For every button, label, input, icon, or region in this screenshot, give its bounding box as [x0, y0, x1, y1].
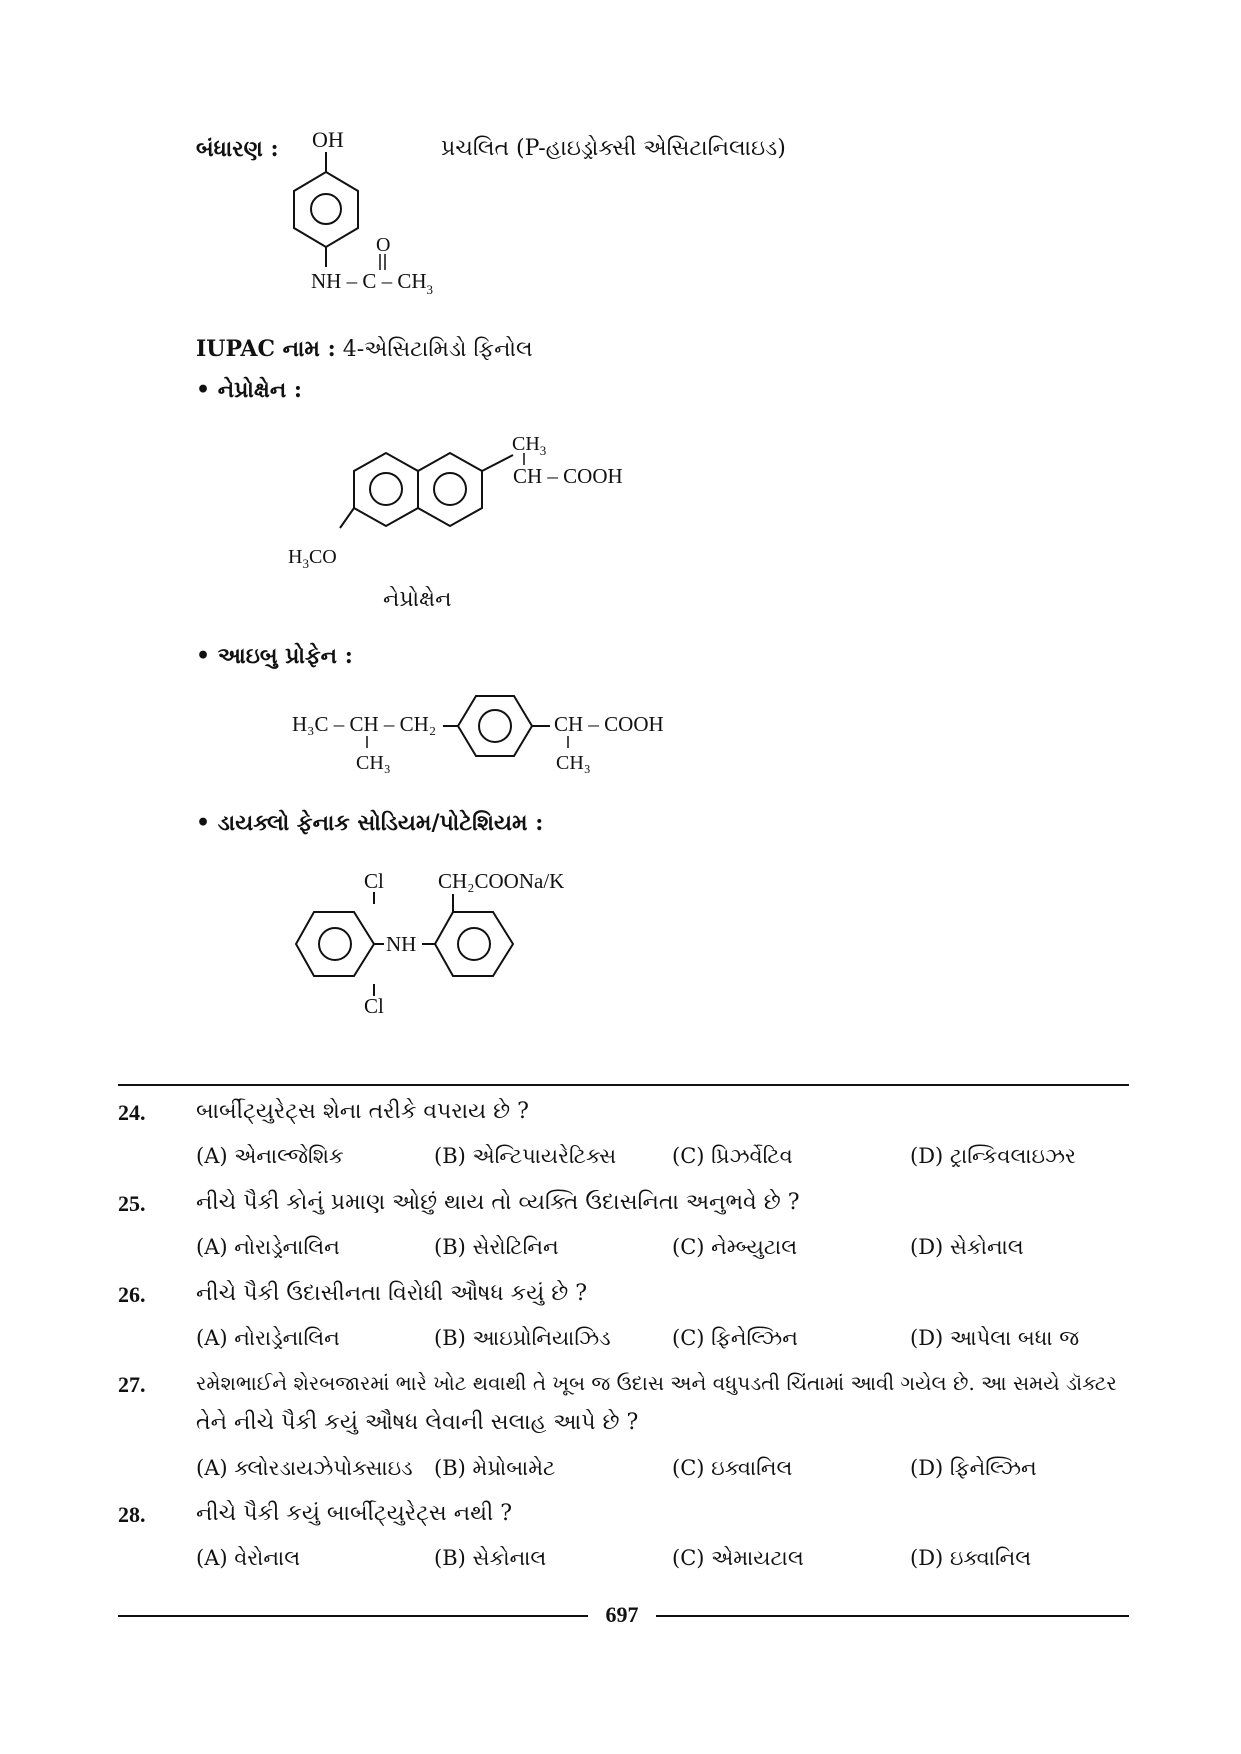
question-number: 26. — [118, 1282, 146, 1307]
option-a: (A) ક્લોરડાયઝેપોક્સાઇડ — [196, 1456, 413, 1480]
naproxen-h3co: $H_3CO$ — [288, 546, 337, 571]
option-d: (D) ફિનેલ્ઝિન — [910, 1456, 1037, 1480]
option-d: (D) ઇક્વાનિલ — [910, 1546, 1032, 1570]
diclofenac-side-chain: CH₂COONa/K — [438, 869, 565, 893]
question-number: 27. — [118, 1372, 146, 1397]
option-c: (C) એમાયટાલ — [672, 1546, 804, 1570]
iupac-name: 4-એસિટામિડો ફિનોલ — [342, 337, 533, 362]
question-text-continued: તેને નીચે પૈકી કયું ઔષધ લેવાની સલાહ આપે છે ? — [196, 1410, 639, 1435]
phenylacetate-ring — [435, 912, 513, 976]
section-divider — [118, 1084, 1129, 1086]
ibuprofen-left-chain: H₃C – CH – CH₂ — [292, 712, 437, 736]
carbonyl-o-label: O — [376, 234, 391, 256]
diclofenac-nh: NH — [386, 932, 417, 956]
naproxen-ch-cooh: CH – COOH — [513, 464, 623, 488]
option-c: (C) ફિનેલ્ઝિન — [672, 1326, 798, 1350]
option-a: (A) એનાલ્જેશિક — [196, 1144, 344, 1168]
naproxen-structure — [280, 425, 680, 575]
benzene-ring — [294, 172, 358, 247]
option-b: (B) સેરોટિનિન — [434, 1235, 559, 1259]
question-text: નીચે પૈકી કયું બાર્બીટ્યુરેટ્સ નથી ? — [196, 1501, 513, 1526]
option-d: (D) ટ્રાન્કિવલાઇઝર — [910, 1144, 1076, 1168]
common-name: પ્રચલિત (P-હાઇડ્રોક્સી એસિટાનિલાઇડ) — [441, 136, 786, 161]
option-c: (C) ઇક્વાનિલ — [672, 1456, 793, 1480]
question-number: 25. — [118, 1191, 146, 1216]
option-d: (D) સેકોનાલ — [910, 1235, 1024, 1259]
diclofenac-cl-top: Cl — [364, 869, 384, 893]
naproxen-ch3: $CH_3$ — [512, 433, 547, 458]
structure-label: બંધારણ : — [196, 136, 279, 162]
dichlorophenyl-ring — [296, 912, 374, 976]
question-number: 24. — [118, 1100, 146, 1125]
option-a: (A) વેરોનાલ — [196, 1546, 301, 1570]
ibuprofen-left-ch3: CH₃ — [356, 752, 391, 774]
page-number: 697 — [605, 1602, 639, 1627]
option-d: (D) આપેલા બધા જ — [910, 1326, 1080, 1350]
option-a: (A) નોરાડ્રેનાલિન — [196, 1326, 340, 1350]
iupac-line — [196, 336, 533, 362]
option-a: (A) નોરાડ્રેનાલિન — [196, 1235, 340, 1259]
ibuprofen-ring — [458, 696, 532, 756]
naproxen-heading: • નેપ્રોક્ષેન : — [196, 377, 303, 403]
diclofenac-cl-bottom: Cl — [364, 994, 384, 1018]
question-text: નીચે પૈકી કોનું પ્રમાણ ઓછું થાય તો વ્યક્તિ ઉદાસનિતા અનુભવે છે ? — [196, 1190, 800, 1215]
option-b: (B) એન્ટિપાયરેટિક્સ — [434, 1144, 617, 1168]
option-b: (B) સેકોનાલ — [434, 1546, 547, 1570]
question-number: 28. — [118, 1502, 146, 1527]
ibuprofen-right-chain: CH – COOH — [554, 712, 664, 736]
ibuprofen-structure — [280, 690, 720, 780]
ibuprofen-right-ch3: CH₃ — [556, 752, 591, 774]
ibuprofen-heading: • આઇબુ પ્રોફેન : — [196, 643, 353, 669]
footer-rule-left — [118, 1615, 588, 1617]
question-text: રમેશભાઈને શેરબજારમાં ભારે ખોટ થવાથી તે ખૂબ જ ઉદાસ અને વધુપડતી ચિંતામાં આવી ગયેલ છે. આ સમયે ડૉક્ટર — [196, 1371, 1117, 1395]
question-text: નીચે પૈકી ઉદાસીનતા વિરોધી ઔષધ કયું છે ? — [196, 1281, 588, 1306]
diclofenac-structure — [280, 860, 640, 1030]
option-b: (B) મેપ્રોબામેટ — [434, 1456, 556, 1480]
iupac-label: IUPAC નામ : — [196, 336, 336, 362]
option-c: (C) નેમ્બ્યુટાલ — [672, 1235, 798, 1259]
option-c: (C) પ્રિઝર્વેટિવ — [672, 1144, 793, 1168]
nh-chain-label: NH – C – $CH_3$ — [311, 269, 434, 297]
naproxen-caption: નેપ્રોક્ષેન — [383, 587, 452, 612]
paracetamol-structure — [240, 120, 480, 305]
option-b: (B) આઇપ્રોનિયાઝિડ — [434, 1326, 611, 1350]
diclofenac-heading: • ડાયક્લો ફેનાક સોડિયમ/પોટેશિયમ : — [196, 810, 544, 836]
oh-label: OH — [312, 127, 344, 152]
question-text: બાર્બીટ્યુરેટ્સ શેના તરીકે વપરાય છે ? — [196, 1099, 529, 1124]
footer-rule-right — [656, 1615, 1129, 1617]
